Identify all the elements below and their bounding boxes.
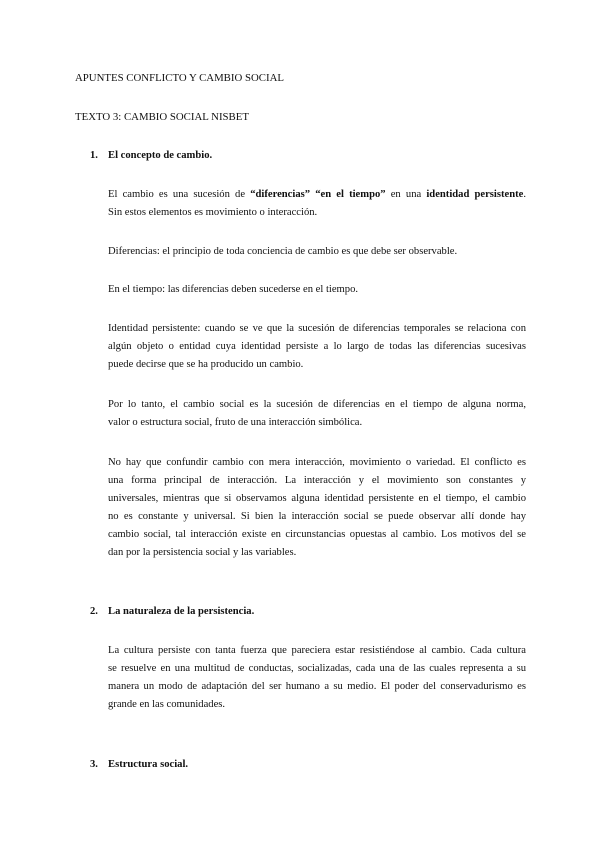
- s1-p6-line-4: no es constante y universal. Si bien la interacción social se puede observar allí donde hay: [108, 511, 526, 522]
- s1-p2: Diferencias: el principio de toda conciencia de cambio es que debe ser observable.: [108, 246, 458, 257]
- bold-term-identity: identidad persistente: [426, 189, 524, 200]
- section-3-heading: [90, 758, 188, 771]
- section-2-number: 2.: [90, 606, 98, 617]
- s1-p1-line-2: Sin estos elementos es movimiento o interacción.: [108, 207, 318, 218]
- s1-p5-line-1: Por lo tanto, el cambio social es la sucesión de diferencias en el tiempo de alguna norma,: [108, 399, 526, 410]
- section-3-number: 3.: [90, 759, 98, 770]
- s1-p5-line-2: valor o estructura social, fruto de una interacción simbólica.: [108, 417, 363, 428]
- bold-term-differences-time: “diferencias” “en el tiempo”: [250, 189, 386, 200]
- section-1-heading: [90, 149, 212, 162]
- s1-p6-line-6: dan por la persistencia social y las variables.: [108, 547, 297, 558]
- s1-p4-line-2: algún objeto o entidad cuya identidad persiste a lo largo de todas las diferencias sucesivas: [108, 341, 526, 352]
- section-3-title: Estructura social.: [108, 759, 189, 770]
- section-1-title: El concepto de cambio.: [108, 150, 213, 161]
- section-1-number: 1.: [90, 150, 98, 161]
- s1-p4-line-3: puede decirse que se ha producido un cambio.: [108, 359, 304, 370]
- s2-p1-line-3: manera un modo de adaptación del ser humano a su medio. El poder del conservadurismo es: [108, 681, 526, 692]
- s1-p4-line-1: Identidad persistente: cuando se ve que la sucesión de diferencias temporales se relaciona con: [108, 323, 526, 334]
- s1-p3: En el tiempo: las diferencias deben sucederse en el tiempo.: [108, 284, 359, 295]
- s1-p6-line-2: una forma principal de interacción. La interacción y el movimiento son constantes y: [108, 475, 526, 486]
- s1-p1-line-1: [108, 188, 526, 201]
- document-subtitle: TEXTO 3: CAMBIO SOCIAL NISBET: [75, 111, 249, 123]
- s1-p6-line-5: cambio social, tal interacción existe en circunstancias opuestas al cambio. Los motivos del se: [108, 529, 526, 540]
- text-run: El cambio es una sucesión de: [108, 189, 251, 200]
- section-2-heading: [90, 605, 254, 618]
- s2-p1-line-4: grande en las comunidades.: [108, 699, 226, 710]
- s1-p6-line-3: universales, mientras que si observamos alguna identidad persistente en el tiempo, el cambio: [108, 493, 526, 504]
- s2-p1-line-2: se resuelve en una multitud de conductas, socializadas, cada una de las cuales representa a su: [108, 663, 526, 674]
- text-run: en una: [385, 189, 427, 200]
- s1-p6-line-1: No hay que confundir cambio con mera interacción, movimiento o variedad. El conflicto es: [108, 457, 526, 468]
- document-title: APUNTES CONFLICTO Y CAMBIO SOCIAL: [75, 72, 284, 84]
- text-run: .: [523, 189, 526, 200]
- section-2-title: La naturaleza de la persistencia.: [108, 606, 255, 617]
- s2-p1-line-1: La cultura persiste con tanta fuerza que pareciera estar resistiéndose al cambio. Cada cultura: [108, 645, 526, 656]
